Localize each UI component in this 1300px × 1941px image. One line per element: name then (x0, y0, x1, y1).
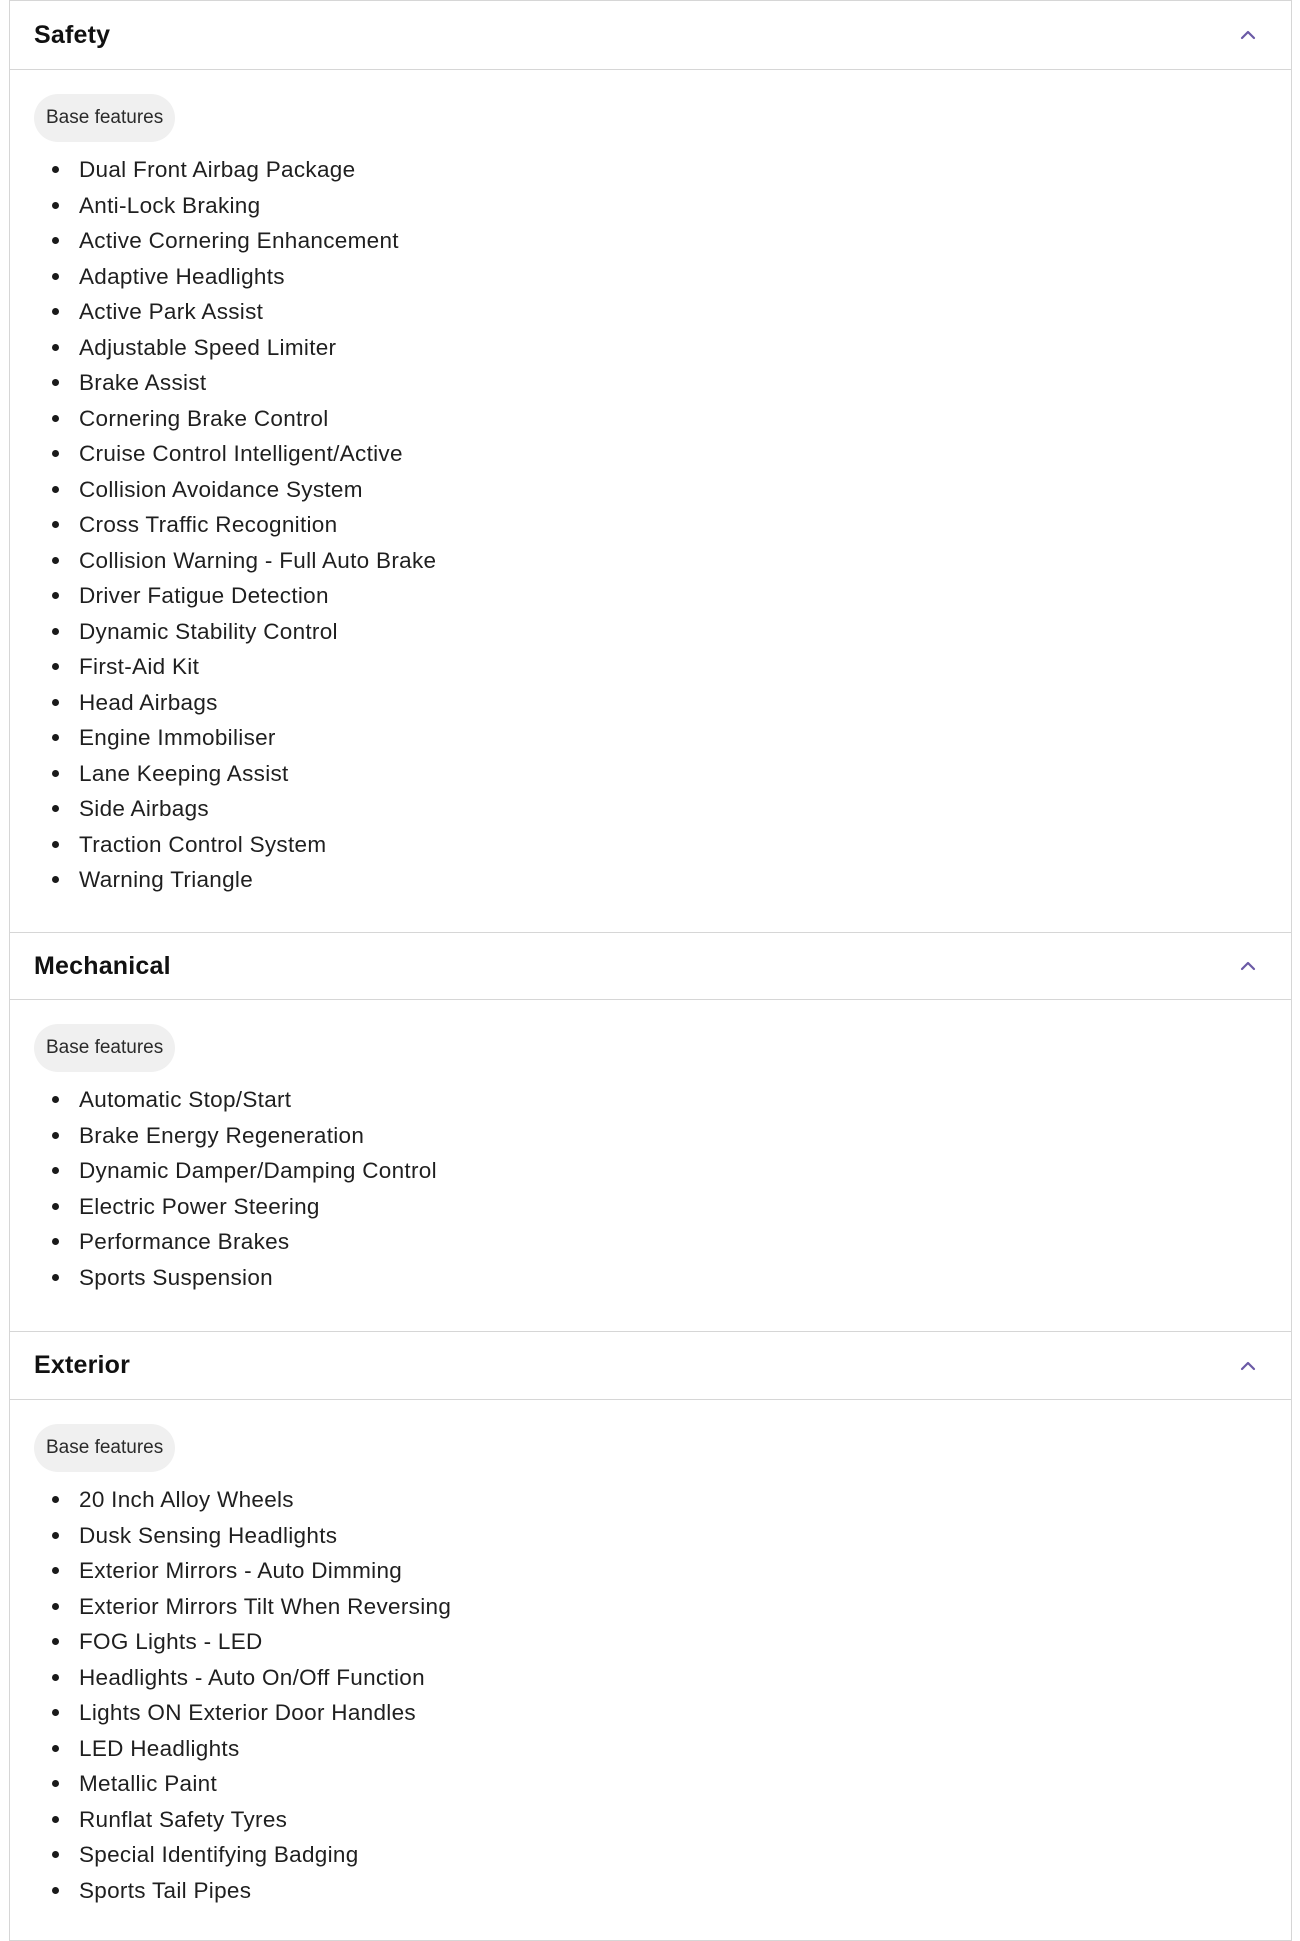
bullet-icon (52, 734, 59, 741)
bullet-icon (52, 237, 59, 244)
list-item (34, 1224, 1267, 1260)
list-item (34, 1082, 1267, 1118)
chevron-up-icon[interactable] (1239, 1357, 1257, 1375)
feature-label: Dynamic Damper/Damping Control (79, 1158, 437, 1183)
feature-label: Sports Tail Pipes (79, 1877, 252, 1903)
feature-label: Collision Warning - Full Auto Brake (79, 547, 437, 573)
list-item (34, 152, 1267, 188)
bullet-icon (52, 379, 59, 386)
bullet-icon (52, 273, 59, 280)
feature-label: Dusk Sensing Headlights (79, 1522, 338, 1548)
list-item (34, 259, 1267, 295)
list-item (34, 1802, 1267, 1838)
list-item (34, 1873, 1267, 1909)
list-item (34, 1118, 1267, 1154)
feature-label: Electric Power Steering (79, 1193, 320, 1219)
bullet-icon (52, 592, 59, 599)
bullet-icon (52, 841, 59, 848)
bullet-icon (52, 308, 59, 315)
list-item (34, 756, 1267, 792)
list-item (34, 1260, 1267, 1296)
feature-label: Adaptive Headlights (79, 263, 285, 289)
feature-label: Active Park Assist (79, 299, 264, 324)
section-body-safety (10, 70, 1291, 898)
section-exterior (9, 1332, 1292, 1941)
feature-label: 20 Inch Alloy Wheels (79, 1487, 294, 1512)
feature-label: FOG Lights - LED (79, 1629, 263, 1654)
features-accordion (9, 0, 1292, 1941)
feature-list (34, 1082, 1267, 1295)
list-item (34, 543, 1267, 579)
bullet-icon (52, 450, 59, 457)
section-header-exterior[interactable] (10, 1332, 1291, 1400)
feature-label: Side Airbags (79, 796, 209, 821)
chevron-up-icon[interactable] (1239, 957, 1257, 975)
feature-label: Anti-Lock Braking (79, 192, 261, 218)
list-item (34, 1482, 1267, 1518)
bullet-icon (52, 557, 59, 564)
bullet-icon (52, 805, 59, 812)
list-item (34, 720, 1267, 756)
feature-label: First-Aid Kit (79, 654, 200, 679)
feature-label: Adjustable Speed Limiter (79, 334, 337, 360)
bullet-icon (52, 1638, 59, 1645)
list-item (34, 1731, 1267, 1767)
list-item (34, 1189, 1267, 1225)
section-header-mechanical[interactable] (10, 933, 1291, 1000)
base-features-badge: Base features (34, 1424, 175, 1472)
section-title: Exterior (34, 1351, 131, 1379)
bullet-icon (52, 1887, 59, 1894)
feature-label: Head Airbags (79, 689, 218, 715)
section-body-exterior (10, 1400, 1291, 1908)
bullet-icon (52, 1532, 59, 1539)
feature-label: Headlights - Auto On/Off Function (79, 1664, 425, 1690)
section-title: Mechanical (34, 951, 171, 980)
list-item (34, 1660, 1267, 1696)
list-item (34, 401, 1267, 437)
list-item (34, 685, 1267, 721)
feature-label: Warning Triangle (79, 867, 254, 892)
list-item (34, 614, 1267, 650)
feature-label: Cruise Control Intelligent/Active (79, 441, 403, 466)
bullet-icon (52, 770, 59, 777)
feature-label: Exterior Mirrors - Auto Dimming (79, 1558, 403, 1583)
feature-label: Lane Keeping Assist (79, 760, 289, 786)
section-safety (9, 0, 1292, 933)
list-item (34, 1837, 1267, 1873)
feature-label: Special Identifying Badging (79, 1842, 359, 1867)
bullet-icon (52, 415, 59, 422)
bullet-icon (52, 1816, 59, 1823)
list-item (34, 223, 1267, 259)
list-item (34, 1589, 1267, 1625)
bullet-icon (52, 699, 59, 706)
list-item (34, 188, 1267, 224)
base-features-badge: Base features (34, 1024, 175, 1072)
feature-label: Dynamic Stability Control (79, 618, 338, 644)
list-item (34, 436, 1267, 472)
bullet-icon (52, 1851, 59, 1858)
feature-label: Engine Immobiliser (79, 725, 276, 750)
section-title: Safety (34, 20, 111, 49)
base-features-badge: Base features (34, 94, 175, 142)
list-item (34, 649, 1267, 685)
list-item (34, 827, 1267, 863)
feature-label: Automatic Stop/Start (79, 1087, 292, 1112)
bullet-icon (52, 1132, 59, 1139)
list-item (34, 1695, 1267, 1731)
bullet-icon (52, 628, 59, 635)
feature-label: Active Cornering Enhancement (79, 228, 399, 253)
list-item (34, 294, 1267, 330)
bullet-icon (52, 1567, 59, 1574)
list-item (34, 1153, 1267, 1189)
list-item (34, 472, 1267, 508)
feature-label: Lights ON Exterior Door Handles (79, 1700, 416, 1725)
bullet-icon (52, 486, 59, 493)
list-item (34, 1553, 1267, 1589)
list-item (34, 578, 1267, 614)
bullet-icon (52, 1238, 59, 1245)
bullet-icon (52, 1674, 59, 1681)
feature-label: Performance Brakes (79, 1229, 290, 1254)
bullet-icon (52, 1745, 59, 1752)
bullet-icon (52, 1167, 59, 1174)
bullet-icon (52, 1603, 59, 1610)
bullet-icon (52, 663, 59, 670)
feature-label: Dual Front Airbag Package (79, 157, 356, 182)
bullet-icon (52, 521, 59, 528)
section-body-mechanical (10, 1000, 1291, 1295)
bullet-icon (52, 1709, 59, 1716)
bullet-icon (52, 166, 59, 173)
feature-list (34, 152, 1267, 898)
list-item (34, 365, 1267, 401)
chevron-up-icon[interactable] (1239, 26, 1257, 44)
list-item (34, 507, 1267, 543)
feature-label: Exterior Mirrors Tilt When Reversing (79, 1593, 452, 1619)
list-item (34, 330, 1267, 366)
feature-label: LED Headlights (79, 1735, 240, 1761)
feature-label: Runflat Safety Tyres (79, 1806, 288, 1832)
bullet-icon (52, 1203, 59, 1210)
feature-label: Cross Traffic Recognition (79, 512, 338, 537)
feature-label: Traction Control System (79, 831, 327, 857)
bullet-icon (52, 1096, 59, 1103)
feature-label: Driver Fatigue Detection (79, 583, 329, 608)
feature-label: Brake Assist (79, 370, 207, 395)
feature-label: Cornering Brake Control (79, 405, 329, 431)
section-mechanical (9, 933, 1292, 1332)
list-item (34, 1624, 1267, 1660)
feature-list (34, 1482, 1267, 1908)
list-item (34, 862, 1267, 898)
feature-label: Sports Suspension (79, 1264, 273, 1290)
bullet-icon (52, 1496, 59, 1503)
bullet-icon (52, 202, 59, 209)
bullet-icon (52, 344, 59, 351)
bullet-icon (52, 1274, 59, 1281)
list-item (34, 791, 1267, 827)
list-item (34, 1518, 1267, 1554)
feature-label: Metallic Paint (79, 1771, 218, 1796)
bullet-icon (52, 1780, 59, 1787)
feature-label: Collision Avoidance System (79, 476, 363, 502)
section-header-safety[interactable] (10, 1, 1291, 70)
feature-label: Brake Energy Regeneration (79, 1122, 365, 1148)
list-item (34, 1766, 1267, 1802)
bullet-icon (52, 876, 59, 883)
